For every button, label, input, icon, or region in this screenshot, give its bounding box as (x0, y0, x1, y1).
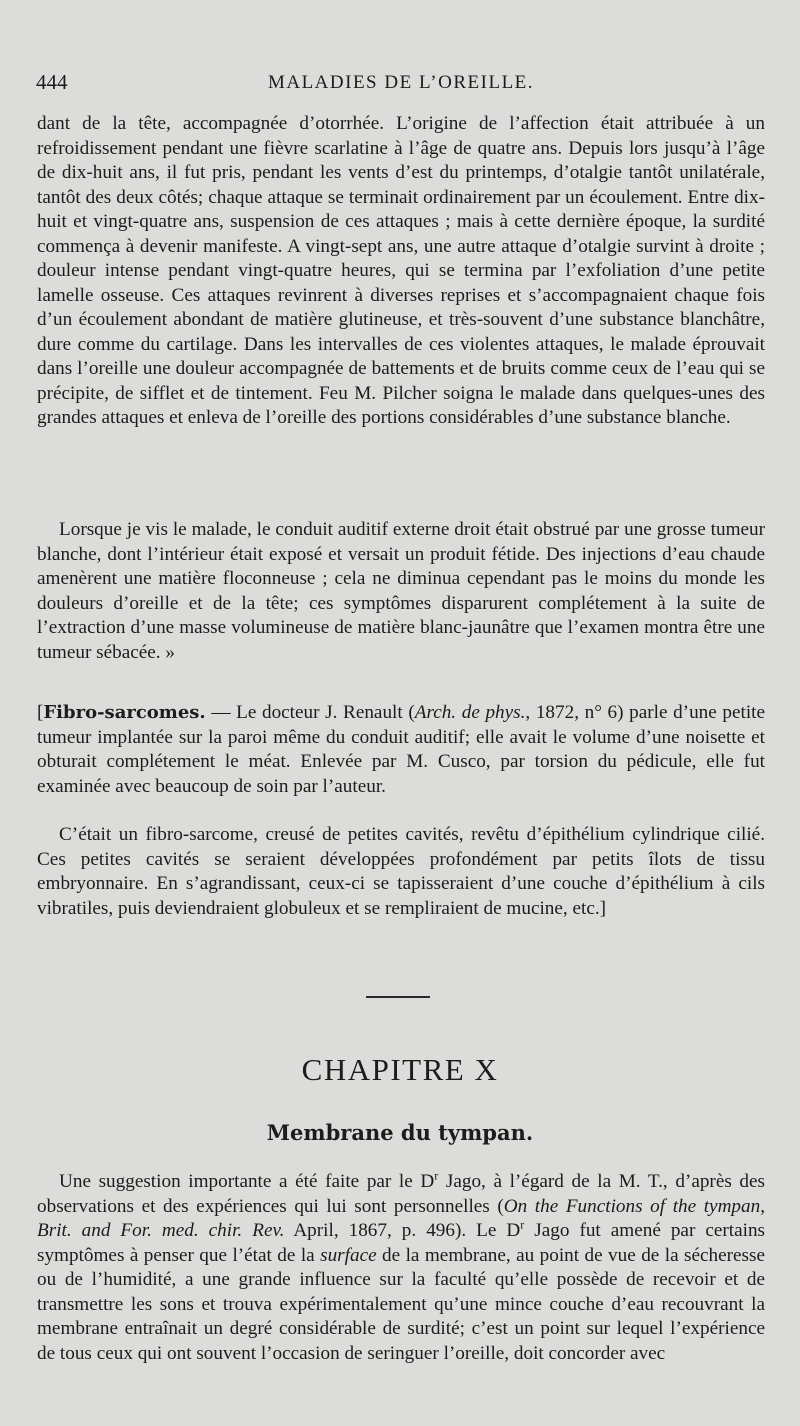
fibro-sarcomes-heading: Fibro-sarcomes. (43, 702, 206, 723)
paragraph-jago (37, 1170, 765, 1366)
paragraph-histology: C’était un fibro-sarcome, creusé de petites cavités, revêtu d’épithélium cylindrique cilié. Ces petites cavités se seraient développées profondément par petits îlots de tissu embryonnaire. En s’agrandissant, ceux-ci se tapisseraient d’une couche d’épithélium à cils vibratiles, puis deviendraient globuleux et se rempliraient de mucine, etc.] (37, 824, 765, 919)
body-text-histology (37, 823, 765, 921)
paragraph-fibro-sarcomes (37, 701, 765, 799)
running-title: MALADIES DE L’OREILLE. (267, 72, 535, 93)
superscript: r (434, 1168, 439, 1183)
jago-text-2: Jago, à l’égard de la M. T., d’après des observations et des expériences qui lui sont personnelles ( (37, 1171, 765, 1217)
section-title: Membrane du tympan. (266, 1120, 534, 1145)
body-text-fibro-sarcomes (37, 701, 765, 799)
superscript: r (520, 1217, 525, 1232)
body-text-chapter-intro (37, 1170, 765, 1366)
bracket-open: [ (37, 702, 44, 723)
page-header (36, 70, 766, 100)
body-text-continuation (37, 112, 765, 431)
fibro-sarcomes-text: , 1872, n° 6) parle d’une petite tumeur implantée sur la paroi même du conduit auditif; elle avait le volume d’une noisette et obturait complétement le méat. Enlevée par M. Cusco, par torsion du pédicule, elle fut examinée avec beaucoup de soin par l’auteur. (37, 702, 766, 797)
body-text-examination (37, 518, 765, 665)
jago-text-1: Une suggestion importante a été faite par le D (59, 1171, 435, 1192)
emphasis-surface: surface (320, 1244, 377, 1266)
page-number: 444 (36, 70, 68, 94)
fibro-sarcomes-intro: — Le docteur J. Renault ( (205, 702, 415, 723)
paragraph-examination: Lorsque je vis le malade, le conduit auditif externe droit était obstrué par une grosse tumeur blanche, dont l’intérieur était exposé et versait un produit fétide. Des injections d’eau chaude amenèrent une matière floconneuse ; cela ne diminua cependant pas le moins du monde les douleurs d’oreille et de la tête; ces symptômes disparurent complétement à la suite de l’extraction d’une masse volumineuse de matière blanc-jaunâtre que l’examen montra être une tumeur sébacée. » (37, 519, 765, 663)
jago-text-5: de la membrane, au point de vue de la sécheresse ou de l’humidité, a une grande influence sur la faculté qu’elle possède de recevoir et de transmettre les sons et trouva expérimentalement qu’une mince couche d’eau recouvrant la membrane entraînait un degré considérable de surdité; c’est un point sur lequel l’expérience de tous ceux qui ont souvent l’occasion de seringuer l’oreille, doit concorder avec (37, 1244, 765, 1364)
jago-text-3: April, 1867, p. 496). Le D (284, 1220, 521, 1241)
chapter-title: CHAPITRE X (301, 1052, 499, 1087)
jago-text-4: Jago fut amené par certains symptômes à penser que l’état de la (37, 1220, 765, 1266)
article-citation: On the Functions of the tympan, Brit. and For. med. chir. Rev. (37, 1195, 766, 1241)
journal-citation: Arch. de phys. (414, 702, 526, 723)
paragraph-case-history: dant de la tête, accompagnée d’otorrhée. L’origine de l’affection était attribuée à un refroidissement pendant une fièvre scarlatine à l’âge de quatre ans. Depuis lors jusqu’à l’âge de dix-huit ans, il fut pris, pendant les vents d’est du printemps, d’otalgie tantôt unilatérale, tantôt des deux côtés; chaque attaque se terminait ordinairement par un écoulement. Entre dix-huit et vingt-quatre ans, suspension de ces attaques ; mais à cette dernière époque, la surdité commença à devenir manifeste. A vingt-sept ans, une autre attaque d’otalgie survint à droite ; douleur intense pendant vingt-quatre heures, qui se termina par l’exfoliation d’une petite lamelle osseuse. Ces attaques revinrent à diverses reprises et s’accompagnaient chaque fois d’un écoulement abondant de matière glutineuse, et très-souvent d’une substance blanchâtre, dure comme du cartilage. Dans les intervalles de ces violentes attaques, le malade éprouvait dans l’oreille une douleur accompagnée de battements et de bruits comme ceux de l’eau qui se précipite, de sifflet et de tintement. Feu M. Pilcher soigna le malade dans quelques-unes des grandes attaques et enleva de l’oreille des portions considérables d’une substance blanche. (37, 113, 765, 428)
section-divider (366, 996, 430, 998)
